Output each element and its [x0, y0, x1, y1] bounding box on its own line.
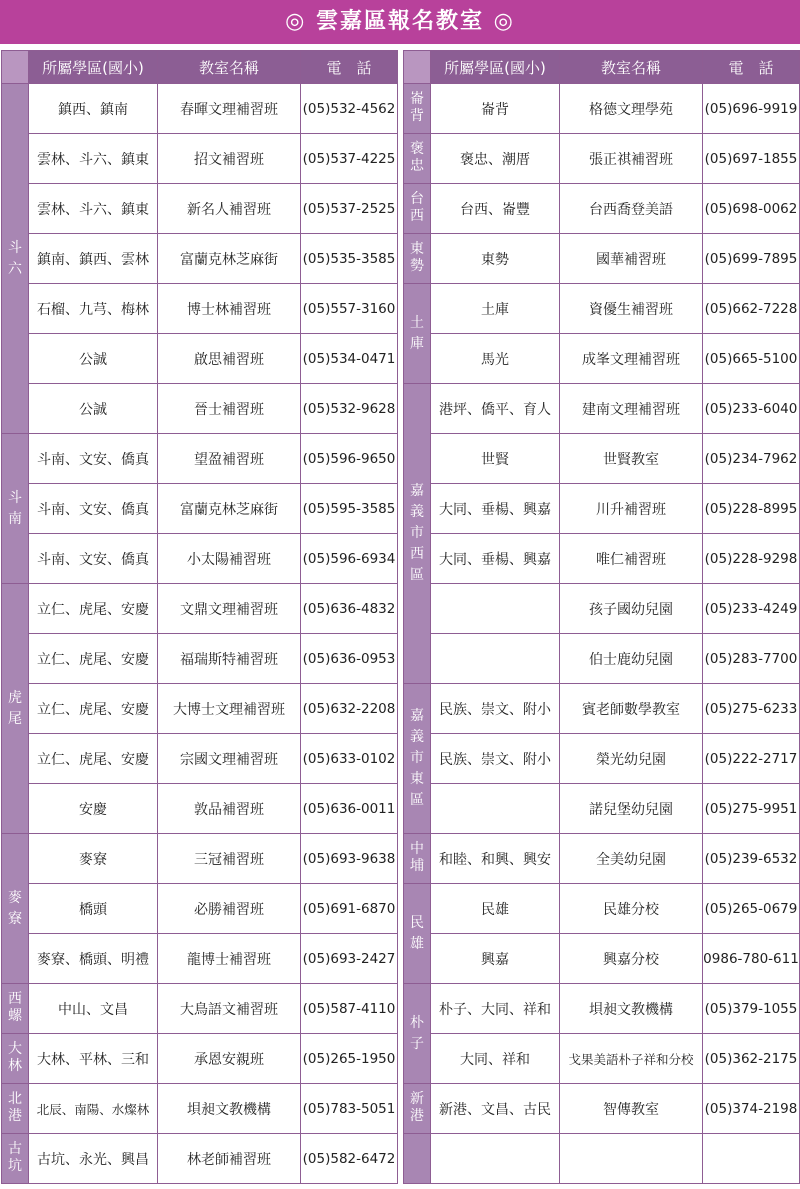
table-row: [404, 1034, 800, 1084]
table-row: [2, 584, 398, 634]
table-row: [2, 84, 398, 134]
district-label: 新港: [410, 1091, 424, 1124]
school-area-cell: [431, 1134, 560, 1184]
classroom-name-cell: 承恩安親班: [158, 1034, 301, 1084]
school-area-cell: 中山、文昌: [29, 984, 158, 1034]
phone-cell: (05)537-4225: [301, 134, 398, 184]
classroom-name-cell: 垻昶文教機構: [158, 1084, 301, 1134]
district-cell: [2, 834, 29, 984]
classroom-name-cell: 垻昶文教機構: [560, 984, 703, 1034]
district-cell: [404, 684, 431, 834]
table-row: [2, 284, 398, 334]
phone-cell: (05)275-9951: [703, 784, 800, 834]
header-phone: 電 話: [703, 51, 800, 84]
table-row: [2, 484, 398, 534]
classroom-name-cell: 必勝補習班: [158, 884, 301, 934]
table-row: [404, 684, 800, 734]
classroom-name-cell: 春暉文理補習班: [158, 84, 301, 134]
district-label: 民雄: [410, 914, 424, 952]
table-row: [404, 884, 800, 934]
right-roster-table: [403, 50, 800, 1184]
classroom-name-cell: 宗國文理補習班: [158, 734, 301, 784]
district-label: 北港: [8, 1091, 22, 1124]
classroom-name-cell: 富蘭克林芝麻街: [158, 234, 301, 284]
district-cell: [2, 584, 29, 834]
district-cell: [2, 1134, 29, 1184]
district-cell: [404, 834, 431, 884]
table-row: [404, 384, 800, 434]
school-area-cell: 大林、平林、三和: [29, 1034, 158, 1084]
classroom-name-cell: 成峯文理補習班: [560, 334, 703, 384]
table-row: [404, 584, 800, 634]
table-row: [404, 434, 800, 484]
classroom-name-cell: 台西喬登美語: [560, 184, 703, 234]
district-label: 斗六: [8, 239, 22, 277]
phone-cell: (05)265-1950: [301, 1034, 398, 1084]
phone-cell: (05)691-6870: [301, 884, 398, 934]
phone-cell: (05)233-4249: [703, 584, 800, 634]
phone-cell: (05)233-6040: [703, 384, 800, 434]
school-area-cell: 大同、祥和: [431, 1034, 560, 1084]
table-row: [404, 1134, 800, 1184]
table-row: [2, 1084, 398, 1134]
district-label: 麥寮: [8, 889, 22, 927]
table-row: [2, 184, 398, 234]
district-label: 虎尾: [8, 689, 22, 727]
district-cell: [2, 1034, 29, 1084]
classroom-name-cell: 建南文理補習班: [560, 384, 703, 434]
district-cell: [404, 984, 431, 1084]
header-district: [404, 51, 431, 84]
district-label: 中埔: [410, 841, 424, 874]
header-district: [2, 51, 29, 84]
district-label: 土庫: [410, 314, 424, 352]
classroom-name-cell: 資優生補習班: [560, 284, 703, 334]
table-row: [2, 1134, 398, 1184]
classroom-name-cell: 大鳥語文補習班: [158, 984, 301, 1034]
phone-cell: (05)374-2198: [703, 1084, 800, 1134]
school-area-cell: 古坑、永光、興昌: [29, 1134, 158, 1184]
table-row: [404, 234, 800, 284]
table-row: [404, 534, 800, 584]
classroom-name-cell: 唯仁補習班: [560, 534, 703, 584]
page-title: ◎ 雲嘉區報名教室 ◎: [285, 9, 515, 34]
table-row: [2, 534, 398, 584]
phone-cell: (05)693-9638: [301, 834, 398, 884]
classroom-name-cell: 文鼎文理補習班: [158, 584, 301, 634]
school-area-cell: 立仁、虎尾、安慶: [29, 734, 158, 784]
school-area-cell: 民雄: [431, 884, 560, 934]
classroom-name-cell: 戈果美語朴子祥和分校: [560, 1034, 703, 1084]
phone-cell: (05)698-0062: [703, 184, 800, 234]
phone-cell: (05)693-2427: [301, 934, 398, 984]
classroom-name-cell: 諾兒堡幼兒園: [560, 784, 703, 834]
district-label: 斗南: [8, 489, 22, 527]
classroom-name-cell: 望盈補習班: [158, 434, 301, 484]
phone-cell: (05)595-3585: [301, 484, 398, 534]
school-area-cell: 港坪、僑平、育人: [431, 384, 560, 434]
classroom-name-cell: 林老師補習班: [158, 1134, 301, 1184]
table-row: [2, 384, 398, 434]
phone-cell: (05)636-0953: [301, 634, 398, 684]
school-area-cell: 和睦、和興、興安: [431, 834, 560, 884]
header-row: [404, 51, 800, 84]
school-area-cell: 民族、崇文、附小: [431, 734, 560, 784]
table-row: [2, 934, 398, 984]
school-area-cell: 橋頭: [29, 884, 158, 934]
phone-cell: (05)636-4832: [301, 584, 398, 634]
classroom-name-cell: 伯士鹿幼兒園: [560, 634, 703, 684]
district-cell: [404, 184, 431, 234]
district-label: 西螺: [8, 991, 22, 1024]
classroom-name-cell: 啟思補習班: [158, 334, 301, 384]
school-area-cell: 公誠: [29, 384, 158, 434]
title-bar: [0, 0, 800, 44]
school-area-cell: 石榴、九芎、梅林: [29, 284, 158, 334]
phone-cell: (05)532-4562: [301, 84, 398, 134]
phone-cell: (05)228-9298: [703, 534, 800, 584]
table-row: [2, 434, 398, 484]
school-area-cell: 世賢: [431, 434, 560, 484]
phone-cell: (05)699-7895: [703, 234, 800, 284]
classroom-name-cell: 小太陽補習班: [158, 534, 301, 584]
classroom-name-cell: 博士林補習班: [158, 284, 301, 334]
district-label: 大林: [8, 1041, 22, 1074]
table-row: [404, 284, 800, 334]
table-row: [404, 734, 800, 784]
school-area-cell: 馬光: [431, 334, 560, 384]
phone-cell: (05)534-0471: [301, 334, 398, 384]
phone-cell: (05)662-7228: [703, 284, 800, 334]
district-label: 嘉義市東區: [410, 708, 424, 808]
school-area-cell: 雲林、斗六、鎮東: [29, 134, 158, 184]
table-row: [404, 1084, 800, 1134]
header-row: [2, 51, 398, 84]
left-roster-table: [1, 50, 398, 1184]
district-label: 朴子: [410, 1014, 424, 1052]
school-area-cell: [431, 634, 560, 684]
classroom-name-cell: 民雄分校: [560, 884, 703, 934]
table-row: [2, 884, 398, 934]
classroom-name-cell: 國華補習班: [560, 234, 703, 284]
school-area-cell: [431, 784, 560, 834]
classroom-name-cell: 富蘭克林芝麻街: [158, 484, 301, 534]
phone-cell: (05)596-9650: [301, 434, 398, 484]
district-cell: [404, 384, 431, 684]
table-row: [2, 734, 398, 784]
school-area-cell: 東勢: [431, 234, 560, 284]
phone-cell: (05)596-6934: [301, 534, 398, 584]
school-area-cell: 興嘉: [431, 934, 560, 984]
classroom-name-cell: 龍博士補習班: [158, 934, 301, 984]
classroom-name-cell: 興嘉分校: [560, 934, 703, 984]
school-area-cell: 斗南、文安、僑真: [29, 534, 158, 584]
phone-cell: (05)696-9919: [703, 84, 800, 134]
district-cell: [404, 84, 431, 134]
district-label: 台西: [410, 191, 424, 224]
classroom-name-cell: 孩子國幼兒園: [560, 584, 703, 634]
school-area-cell: 麥寮: [29, 834, 158, 884]
phone-cell: (05)283-7700: [703, 634, 800, 684]
school-area-cell: 新港、文昌、古民: [431, 1084, 560, 1134]
school-area-cell: [431, 584, 560, 634]
school-area-cell: 立仁、虎尾、安慶: [29, 584, 158, 634]
phone-cell: (05)557-3160: [301, 284, 398, 334]
table-row: [2, 684, 398, 734]
classroom-name-cell: 福瑞斯特補習班: [158, 634, 301, 684]
table-row: [404, 184, 800, 234]
school-area-cell: 麥寮、橋頭、明禮: [29, 934, 158, 984]
table-row: [2, 334, 398, 384]
school-area-cell: 立仁、虎尾、安慶: [29, 684, 158, 734]
school-area-cell: 斗南、文安、僑真: [29, 434, 158, 484]
table-row: [404, 834, 800, 884]
phone-cell: (05)379-1055: [703, 984, 800, 1034]
classroom-name-cell: 新名人補習班: [158, 184, 301, 234]
district-label: 古坑: [8, 1141, 22, 1174]
phone-cell: 0986-780-611: [703, 934, 800, 984]
school-area-cell: 土庫: [431, 284, 560, 334]
district-cell: [2, 1084, 29, 1134]
district-cell: [404, 284, 431, 384]
school-area-cell: 安慶: [29, 784, 158, 834]
phone-cell: (05)362-2175: [703, 1034, 800, 1084]
phone-cell: (05)636-0011: [301, 784, 398, 834]
classroom-name-cell: 世賢教室: [560, 434, 703, 484]
table-row: [2, 634, 398, 684]
school-area-cell: 朴子、大同、祥和: [431, 984, 560, 1034]
table-row: [404, 484, 800, 534]
classroom-name-cell: 大博士文理補習班: [158, 684, 301, 734]
classroom-name-cell: 三冠補習班: [158, 834, 301, 884]
phone-cell: (05)537-2525: [301, 184, 398, 234]
school-area-cell: 褒忠、潮厝: [431, 134, 560, 184]
district-label: 嘉義市西區: [410, 483, 424, 583]
district-label: 褒忠: [410, 141, 424, 174]
table-row: [404, 634, 800, 684]
district-cell: [404, 1084, 431, 1134]
classroom-name-cell: 川升補習班: [560, 484, 703, 534]
table-row: [2, 234, 398, 284]
table-row: [404, 934, 800, 984]
phone-cell: (05)632-2208: [301, 684, 398, 734]
district-cell: [404, 1134, 431, 1184]
table-row: [404, 84, 800, 134]
school-area-cell: 崙背: [431, 84, 560, 134]
school-area-cell: 鎮西、鎮南: [29, 84, 158, 134]
table-row: [2, 1034, 398, 1084]
school-area-cell: 北辰、南陽、水燦林: [29, 1084, 158, 1134]
school-area-cell: 鎮南、鎮西、雲林: [29, 234, 158, 284]
header-phone: 電 話: [301, 51, 398, 84]
classroom-name-cell: 張正祺補習班: [560, 134, 703, 184]
phone-cell: (05)665-5100: [703, 334, 800, 384]
table-row: [2, 784, 398, 834]
table-row: [2, 834, 398, 884]
header-area: 所屬學區(國小): [29, 51, 158, 84]
school-area-cell: 大同、垂楊、興嘉: [431, 534, 560, 584]
district-cell: [404, 134, 431, 184]
header-classroom: 教室名稱: [560, 51, 703, 84]
phone-cell: (05)783-5051: [301, 1084, 398, 1134]
table-row: [404, 784, 800, 834]
classroom-name-cell: [560, 1134, 703, 1184]
classroom-name-cell: 榮光幼兒園: [560, 734, 703, 784]
header-area: 所屬學區(國小): [431, 51, 560, 84]
phone-cell: (05)532-9628: [301, 384, 398, 434]
phone-cell: [703, 1134, 800, 1184]
phone-cell: (05)239-6532: [703, 834, 800, 884]
classroom-name-cell: 敦品補習班: [158, 784, 301, 834]
header-classroom: 教室名稱: [158, 51, 301, 84]
school-area-cell: 大同、垂楊、興嘉: [431, 484, 560, 534]
table-row: [2, 134, 398, 184]
phone-cell: (05)697-1855: [703, 134, 800, 184]
district-label: 東勢: [410, 241, 424, 274]
school-area-cell: 雲林、斗六、鎮東: [29, 184, 158, 234]
district-cell: [404, 234, 431, 284]
district-cell: [404, 884, 431, 984]
classroom-name-cell: 晉士補習班: [158, 384, 301, 434]
phone-cell: (05)265-0679: [703, 884, 800, 934]
phone-cell: (05)633-0102: [301, 734, 398, 784]
classroom-name-cell: 招文補習班: [158, 134, 301, 184]
phone-cell: (05)222-2717: [703, 734, 800, 784]
school-area-cell: 民族、崇文、附小: [431, 684, 560, 734]
table-row: [404, 984, 800, 1034]
phone-cell: (05)228-8995: [703, 484, 800, 534]
district-cell: [2, 84, 29, 434]
district-cell: [2, 984, 29, 1034]
phone-cell: (05)275-6233: [703, 684, 800, 734]
table-row: [404, 334, 800, 384]
classroom-name-cell: 智傳教室: [560, 1084, 703, 1134]
table-row: [2, 984, 398, 1034]
classroom-name-cell: 賓老師數學教室: [560, 684, 703, 734]
phone-cell: (05)587-4110: [301, 984, 398, 1034]
table-row: [404, 134, 800, 184]
district-cell: [2, 434, 29, 584]
school-area-cell: 斗南、文安、僑真: [29, 484, 158, 534]
classroom-name-cell: 格德文理學苑: [560, 84, 703, 134]
phone-cell: (05)535-3585: [301, 234, 398, 284]
school-area-cell: 立仁、虎尾、安慶: [29, 634, 158, 684]
school-area-cell: 台西、崙豐: [431, 184, 560, 234]
classroom-name-cell: 全美幼兒園: [560, 834, 703, 884]
district-label: 崙背: [410, 91, 424, 124]
phone-cell: (05)234-7962: [703, 434, 800, 484]
school-area-cell: 公誠: [29, 334, 158, 384]
phone-cell: (05)582-6472: [301, 1134, 398, 1184]
